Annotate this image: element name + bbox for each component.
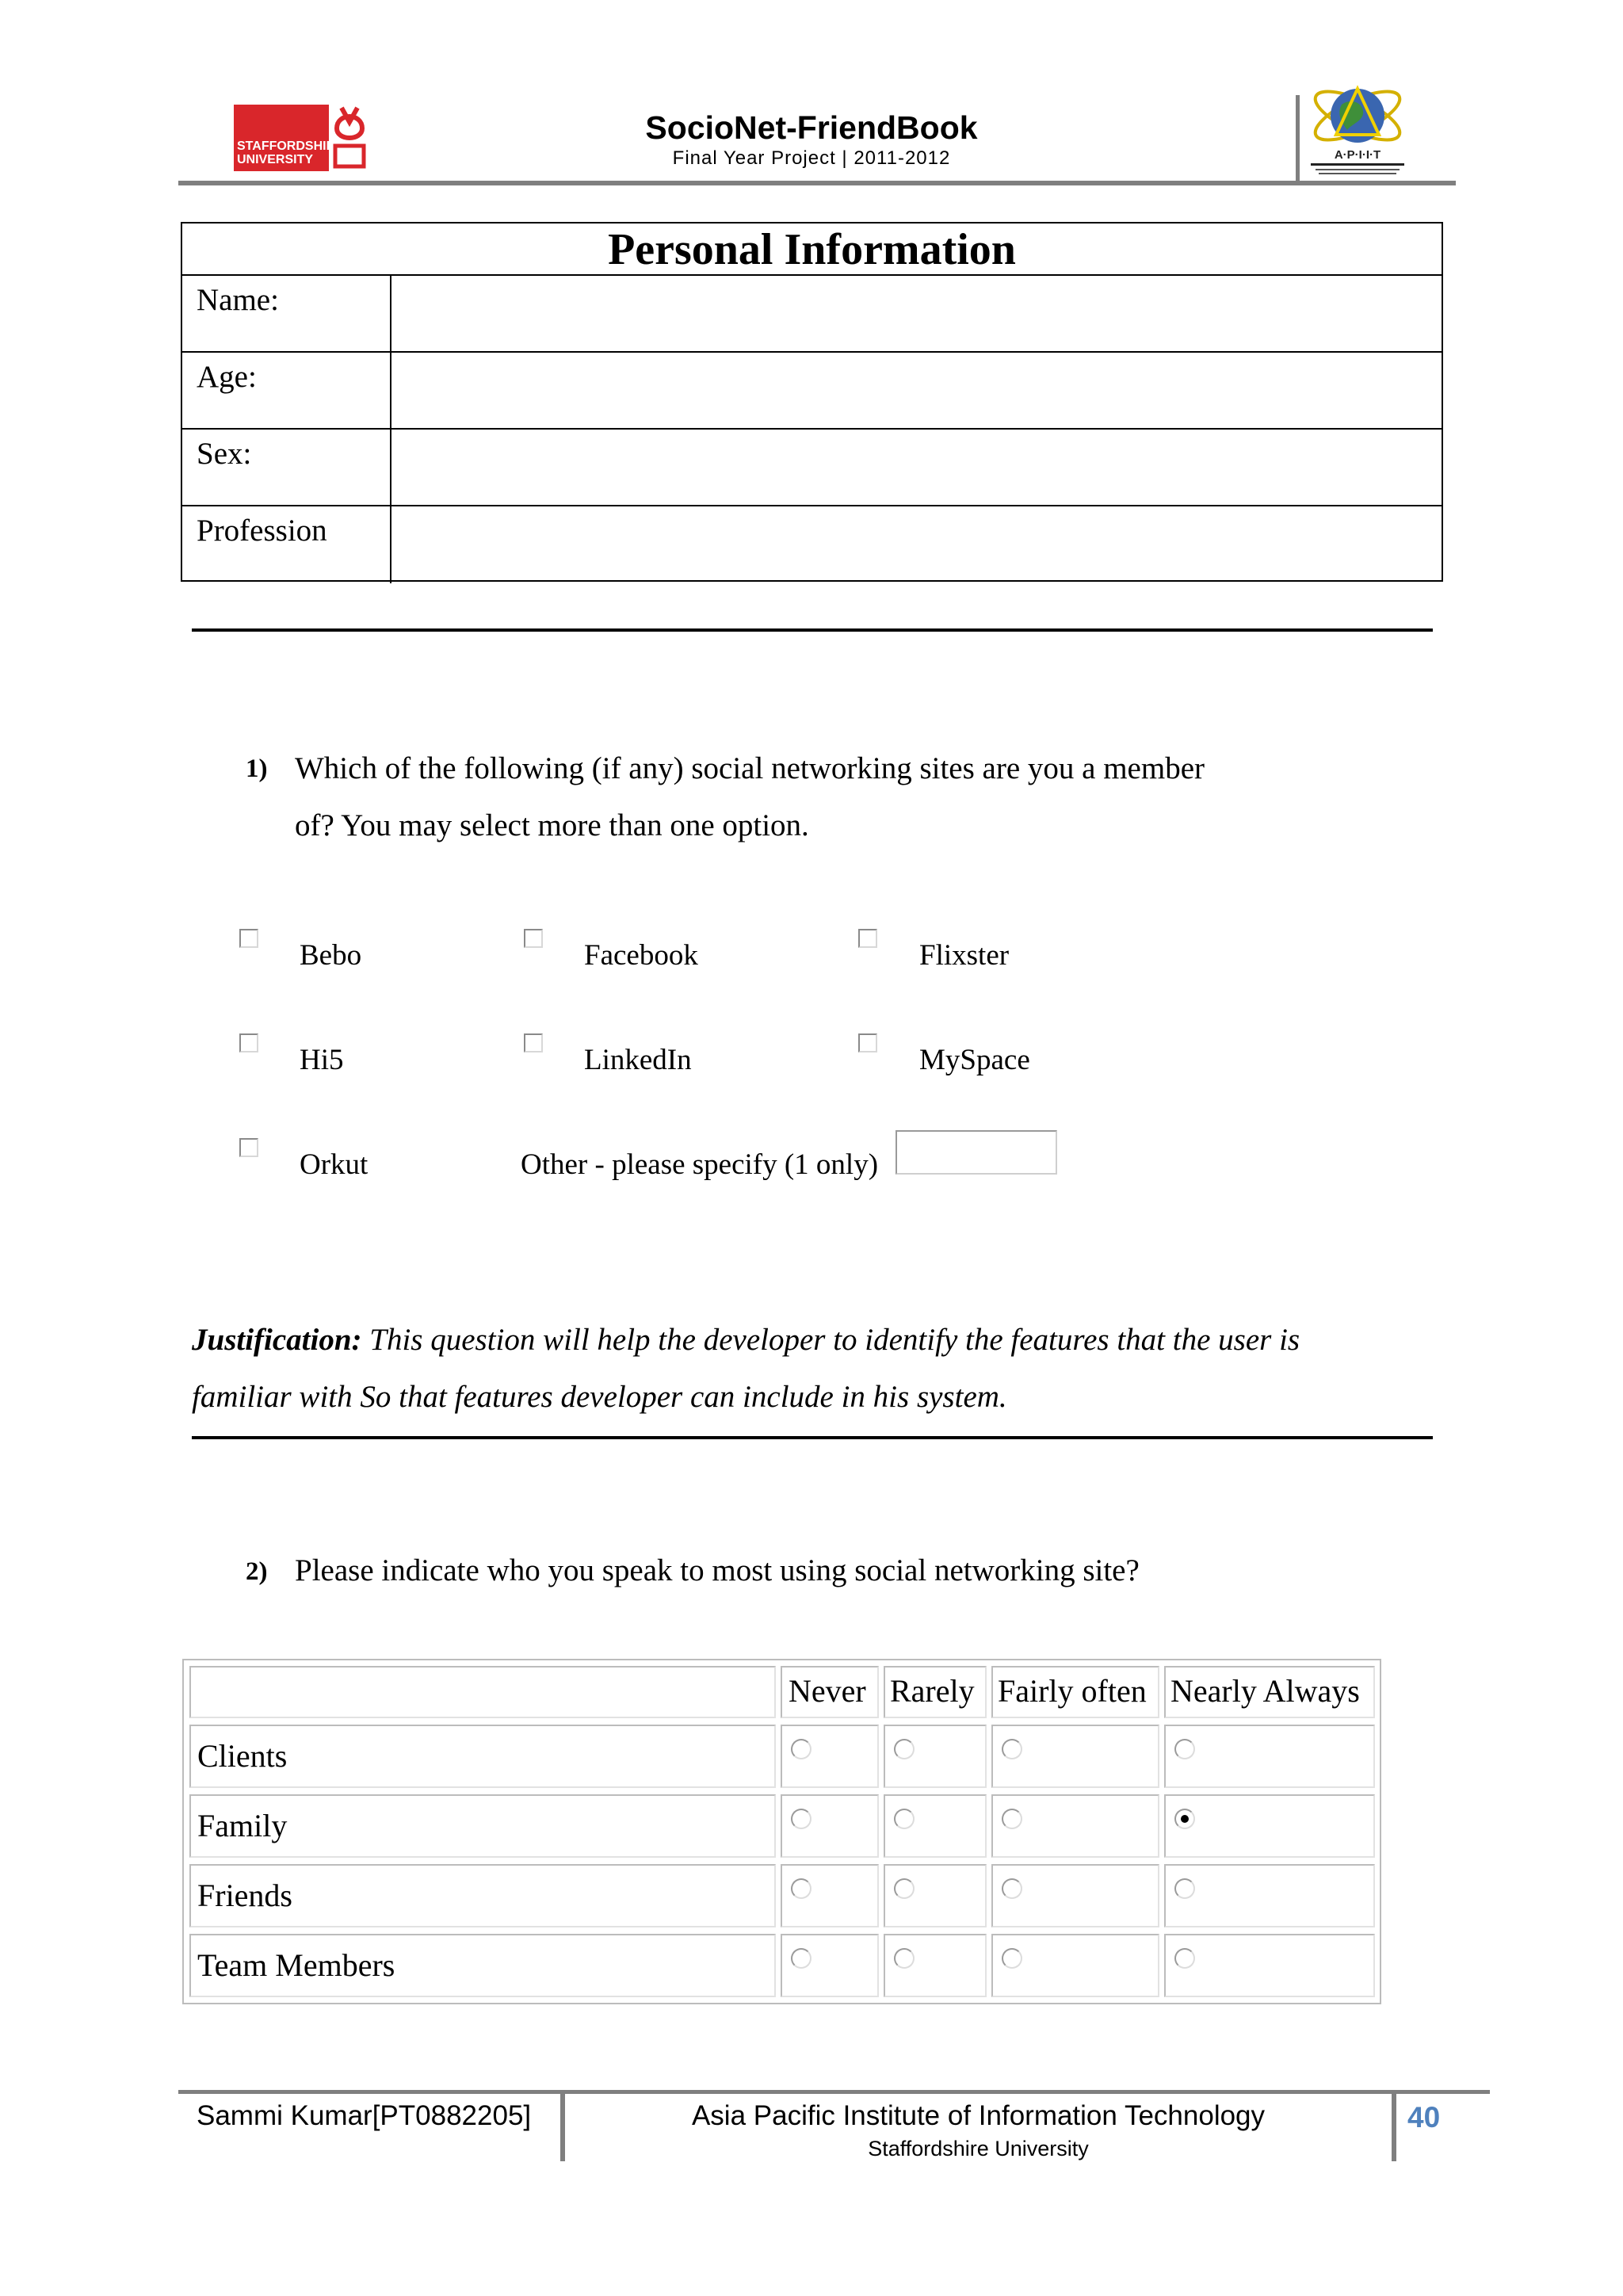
profession-label: Profession: [197, 514, 327, 548]
question1-number: 1): [246, 755, 268, 783]
column-never: Never: [789, 1673, 866, 1709]
linkedin-checkbox[interactable]: [524, 1033, 543, 1052]
age-field[interactable]: [390, 353, 1442, 428]
family-never-radio[interactable]: [791, 1809, 812, 1829]
row-label-friends: Friends: [197, 1878, 292, 1913]
row-label-team-members: Team Members: [197, 1947, 395, 1983]
personal-info-title: Personal Information: [182, 223, 1442, 276]
grid-cell: [884, 1864, 987, 1927]
justification-label: Justification:: [192, 1323, 362, 1357]
hi5-label: Hi5: [300, 1044, 344, 1076]
clients-fairly-often-radio[interactable]: [1002, 1739, 1022, 1759]
justification-body: This question will help the developer to identify the features that the user is: [361, 1323, 1300, 1357]
question1-line1: Which of the following (if any) social networking sites are you a member: [295, 751, 1205, 785]
friends-fairly-often-radio[interactable]: [1002, 1878, 1022, 1899]
header-divider: [1296, 95, 1300, 184]
question2-number: 2): [246, 1557, 268, 1586]
facebook-checkbox[interactable]: [524, 929, 543, 948]
document-title: SocioNet-FriendBook: [645, 109, 978, 146]
grid-header-fairly-often: [991, 1666, 1159, 1718]
other-specify-input[interactable]: [896, 1130, 1057, 1175]
grid-cell: [991, 1864, 1159, 1927]
justification-text: [192, 1312, 1436, 1426]
clients-nearly-always-radio[interactable]: [1174, 1739, 1195, 1759]
bebo-checkbox[interactable]: [239, 929, 258, 948]
grid-cell: [781, 1794, 879, 1858]
grid-cell: [991, 1794, 1159, 1858]
sex-label: Sex:: [197, 437, 252, 471]
grid-cell: [781, 1864, 879, 1927]
grid-header-rarely: [884, 1666, 987, 1718]
grid-cell: [1164, 1934, 1375, 1997]
personal-info-row-profession: [182, 506, 1442, 583]
other-label: Other - please specify (1 only): [521, 1148, 879, 1181]
footer-divider-right: [1392, 2094, 1396, 2161]
footer-university: Staffordshire University: [868, 2137, 1089, 2160]
flixster-label: Flixster: [919, 939, 1010, 972]
table-row: [189, 1794, 776, 1858]
footer-author: Sammi Kumar[PT0882205]: [197, 2100, 532, 2131]
grid-cell: [1164, 1864, 1375, 1927]
apiit-logo-text: A·P·I·I·T: [1334, 148, 1381, 162]
bebo-label: Bebo: [300, 939, 362, 972]
linkedin-label: LinkedIn: [584, 1044, 692, 1076]
grid-cell: [884, 1934, 987, 1997]
row-label-clients: Clients: [197, 1738, 288, 1774]
family-nearly-always-radio[interactable]: [1174, 1809, 1195, 1829]
family-fairly-often-radio[interactable]: [1002, 1809, 1022, 1829]
document-subtitle: Final Year Project | 2011-2012: [672, 147, 951, 169]
table-row: [189, 1864, 776, 1927]
row-label-family: Family: [197, 1808, 288, 1843]
orkut-checkbox[interactable]: [239, 1138, 258, 1157]
clients-rarely-radio[interactable]: [894, 1739, 915, 1759]
footer-rule: [178, 2090, 1490, 2094]
age-label: Age:: [197, 360, 257, 394]
column-nearly-always: Nearly Always: [1170, 1673, 1360, 1709]
name-field[interactable]: [390, 276, 1442, 351]
section-divider-2: [192, 1436, 1433, 1439]
frequency-grid: [182, 1659, 1381, 2004]
grid-cell: [991, 1934, 1159, 1997]
justification-line1: [192, 1312, 1436, 1369]
facebook-label: Facebook: [584, 939, 698, 972]
table-row: [189, 1934, 776, 1997]
team-members-never-radio[interactable]: [791, 1948, 812, 1969]
staffordshire-logo-text: STAFFORDSHIRE UNIVERSITY: [237, 139, 344, 166]
clients-never-radio[interactable]: [791, 1739, 812, 1759]
friends-rarely-radio[interactable]: [894, 1878, 915, 1899]
question2-text: Please indicate who you speak to most using social networking site?: [295, 1553, 1140, 1587]
team-members-fairly-often-radio[interactable]: [1002, 1948, 1022, 1969]
personal-info-row-age: [182, 353, 1442, 430]
apiit-logo: [1306, 74, 1409, 178]
page-number: 40: [1407, 2101, 1441, 2134]
grid-header-empty: [189, 1666, 776, 1718]
table-row: [189, 1725, 776, 1788]
myspace-checkbox[interactable]: [858, 1033, 877, 1052]
sex-field[interactable]: [390, 430, 1442, 505]
hi5-checkbox[interactable]: [239, 1033, 258, 1052]
column-fairly-often: Fairly often: [998, 1673, 1147, 1709]
personal-info-row-name: [182, 276, 1442, 353]
header-rule: [178, 181, 1456, 185]
grid-cell: [884, 1794, 987, 1858]
friends-never-radio[interactable]: [791, 1878, 812, 1899]
grid-cell: [884, 1725, 987, 1788]
question1-line2: of? You may select more than one option.: [295, 808, 809, 842]
friends-nearly-always-radio[interactable]: [1174, 1878, 1195, 1899]
flixster-checkbox[interactable]: [858, 929, 877, 948]
personal-info-row-sex: [182, 430, 1442, 506]
grid-cell: [1164, 1725, 1375, 1788]
question1-text: [295, 740, 1444, 854]
justification-line2: familiar with So that features developer can include in his system.: [192, 1380, 1007, 1414]
team-members-rarely-radio[interactable]: [894, 1948, 915, 1969]
grid-cell: [781, 1725, 879, 1788]
column-rarely: Rarely: [890, 1673, 975, 1709]
grid-header-never: [781, 1666, 879, 1718]
orkut-label: Orkut: [300, 1148, 369, 1181]
footer-institute: Asia Pacific Institute of Information Technology: [691, 2100, 1266, 2131]
grid-cell: [781, 1934, 879, 1997]
myspace-label: MySpace: [919, 1044, 1030, 1076]
grid-cell: [1164, 1794, 1375, 1858]
section-divider: [192, 628, 1433, 632]
grid-header-nearly-always: [1164, 1666, 1375, 1718]
personal-info-table: [181, 222, 1443, 582]
grid-cell: [991, 1725, 1159, 1788]
team-members-nearly-always-radio[interactable]: [1174, 1948, 1195, 1969]
family-rarely-radio[interactable]: [894, 1809, 915, 1829]
name-label: Name:: [197, 283, 279, 317]
profession-field[interactable]: [390, 506, 1442, 583]
